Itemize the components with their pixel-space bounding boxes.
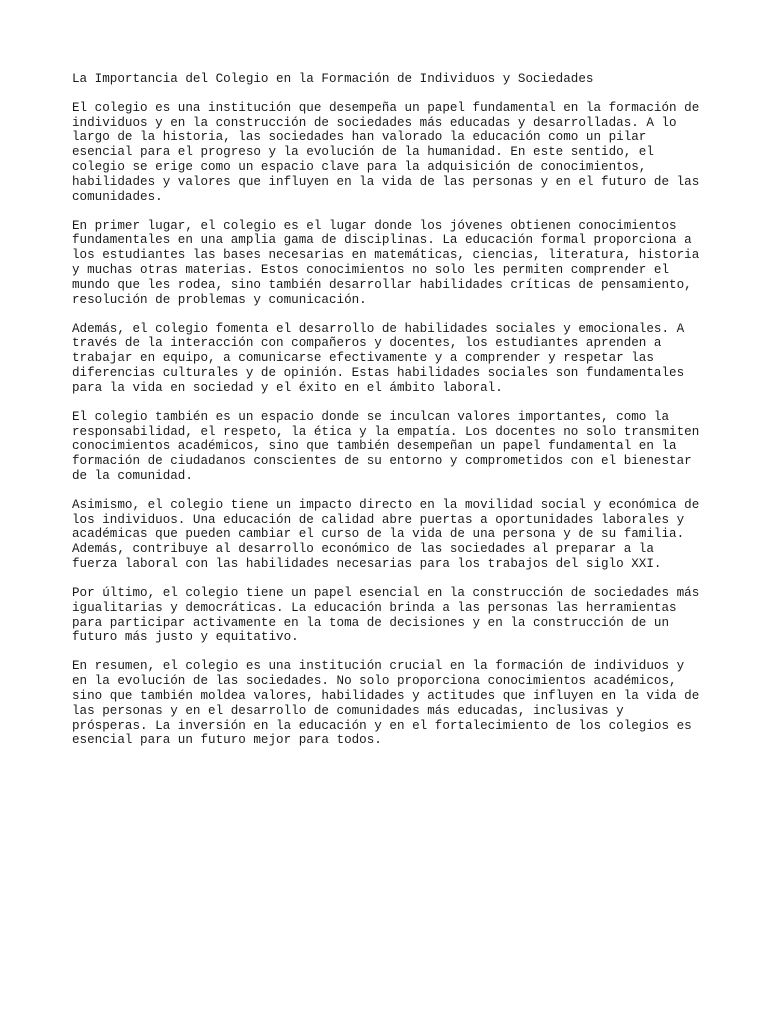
text-line: diferencias culturales y de opinión. Estas habilidades sociales son fundamentales [72, 365, 685, 380]
text-line: esencial para un futuro mejor para todos. [72, 733, 382, 748]
text-line: trabajar en equipo, a comunicarse efectivamente y a comprender y respetar las [72, 351, 654, 366]
paragraph-1 [72, 101, 702, 205]
text-line: Además, el colegio fomenta el desarrollo de habilidades sociales y emocionales. A [72, 321, 685, 336]
text-line: formación de ciudadanos conscientes de su entorno y comprometidos con el bienestar [72, 454, 692, 469]
text-line: individuos y en la construcción de sociedades más educadas y desarrolladas. A lo [72, 115, 677, 130]
text-line: mundo que les rodea, sino también desarrollar habilidades críticas de pensamiento, [72, 277, 692, 292]
paragraph-6 [72, 586, 702, 645]
text-line: futuro más justo y equitativo. [72, 630, 299, 645]
text-line: resolución de problemas y comunicación. [72, 292, 367, 307]
text-line: igualitarias y democráticas. La educación brinda a las personas las herramientas [72, 600, 677, 615]
text-line: y muchas otras materias. Estos conocimientos no solo les permiten comprender el [72, 262, 670, 277]
text-line: El colegio es una institución que desempeña un papel fundamental en la formación de [72, 100, 700, 115]
text-line: esencial para el progreso y la evolución de la humanidad. En este sentido, el [72, 145, 654, 160]
text-line: para la vida en sociedad y el éxito en el ámbito laboral. [72, 380, 503, 395]
text-line: colegio se erige como un espacio clave para la adquisición de conocimientos, [72, 159, 647, 174]
text-line: través de la interacción con compañeros y docentes, los estudiantes aprenden a [72, 336, 662, 351]
text-line: Asimismo, el colegio tiene un impacto directo en la movilidad social y económica de [72, 497, 700, 512]
text-line: El colegio también es un espacio donde se inculcan valores importantes, como la [72, 409, 670, 424]
text-line: Además, contribuye al desarrollo económico de las sociedades al preparar a la [72, 542, 654, 557]
text-line: Por último, el colegio tiene un papel esencial en la construcción de sociedades más [72, 586, 700, 601]
text-line: sino que también moldea valores, habilidades y actitudes que influyen en la vida de [72, 689, 700, 704]
text-line: los individuos. Una educación de calidad abre puertas a oportunidades laborales y [72, 512, 685, 527]
text-line: conocimientos académicos, sino que también desempeñan un papel fundamental en la [72, 439, 677, 454]
paragraph-7 [72, 659, 702, 748]
text-line: académicas que pueden cambiar el curso de la vida de una persona y de su familia. [72, 527, 685, 542]
text-line: largo de la historia, las sociedades han valorado la educación como un pilar [72, 130, 647, 145]
text-line: En primer lugar, el colegio es el lugar donde los jóvenes obtienen conocimientos [72, 218, 677, 233]
text-line: habilidades y valores que influyen en la vida de las personas y en el futuro de las [72, 174, 700, 189]
text-line: En resumen, el colegio es una institución crucial en la formación de individuos y [72, 659, 685, 674]
document-title: La Importancia del Colegio en la Formación de Individuos y Sociedades [72, 72, 594, 86]
text-line: fundamentales en una amplia gama de disciplinas. La educación formal proporciona a [72, 233, 692, 248]
paragraph-4 [72, 410, 702, 484]
text-line: fuerza laboral con las habilidades necesarias para los trabajos del siglo XXI. [72, 557, 662, 572]
text-line: para participar activamente en la toma de decisiones y en la construcción de un [72, 615, 670, 630]
paragraph-5 [72, 498, 702, 572]
text-line: las personas y en el desarrollo de comunidades más educadas, inclusivas y [72, 703, 624, 718]
text-line: responsabilidad, el respeto, la ética y la empatía. Los docentes no solo transmiten [72, 424, 700, 439]
text-line: prósperas. La inversión en la educación y en el fortalecimiento de los colegios es [72, 718, 692, 733]
document-page [72, 72, 702, 762]
paragraph-3 [72, 322, 702, 396]
text-line: en la evolución de las sociedades. No solo proporciona conocimientos académicos, [72, 674, 677, 689]
text-line: los estudiantes las bases necesarias en matemáticas, ciencias, literatura, historia [72, 248, 700, 263]
text-line: comunidades. [72, 189, 163, 204]
text-line: de la comunidad. [72, 468, 193, 483]
paragraph-2 [72, 219, 702, 308]
